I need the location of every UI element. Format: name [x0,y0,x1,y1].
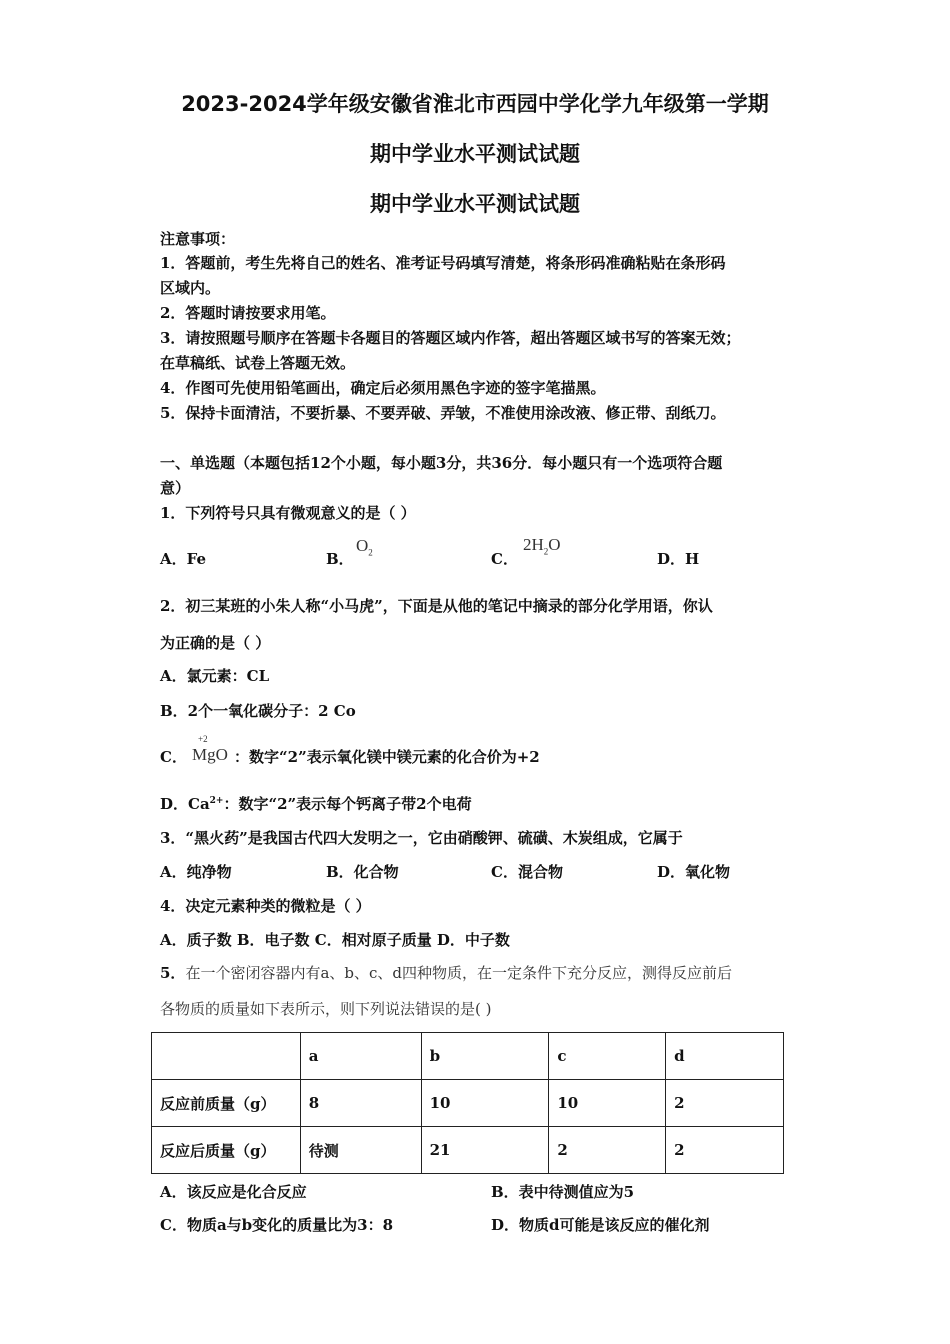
section-heading-b: 意） [160,479,191,497]
q3-stem: 3．“黑火药”是我国古代四大发明之一，它由硝酸钾、硫磺、木炭组成，它属于 [160,829,683,847]
notice-item-3b: 在草稿纸、试卷上答题无效。 [160,354,356,372]
notice-item-1a: 1．答题前，考生先将自己的姓名、准考证号码填写清楚，将条形码准确粘贴在条形码 [160,254,726,272]
q3-option-b: B．化合物 [326,863,399,881]
table-cell: 反应前质量（g） [152,1080,301,1127]
notice-heading: 注意事项： [160,230,236,248]
q2-option-c-text: ：数字“2”表示氧化镁中镁元素的化合价为+2 [234,748,540,766]
q3-option-a: A．纯净物 [160,863,232,881]
table-row [152,1080,784,1127]
q2-option-a: A．氯元素：CL [160,667,270,685]
table-cell: 反应后质量（g） [152,1127,301,1174]
table-cell: 8 [300,1080,421,1127]
q5-stem-a: 5．在一个密闭容器内有a、b、c、d四种物质，在一定条件下充分反应，测得反应前后 [160,964,732,982]
q1-option-b-label: B． [326,550,354,568]
table-cell: 2 [666,1127,784,1174]
table-cell: 待测 [300,1127,421,1174]
q5-option-d: D．物质d可能是该反应的催化剂 [491,1216,710,1234]
table-header-row [152,1033,784,1080]
q1-option-c-formula: $2H_2O$ [523,535,561,557]
table-cell: c [549,1033,666,1080]
q1-option-d: D．H [657,550,700,568]
page-title-line-1: 2023-2024学年级安徽省淮北市西园中学化学九年级第一学期 [181,92,769,116]
q1-option-c-label: C． [491,550,518,568]
q2-option-b: B．2个一氧化碳分子：2 Co [160,702,356,720]
notice-item-1b: 区域内。 [160,279,221,297]
notice-item-4: 4．作图可先使用铅笔画出，确定后必须用黑色字迹的签字笔描黑。 [160,379,606,397]
q4-stem: 4．决定元素种类的微粒是（ ） [160,897,371,915]
table-cell: 21 [421,1127,549,1174]
table-row [152,1127,784,1174]
q2-stem-a: 2．初三某班的小朱人称“小马虎”，下面是从他的笔记中摘录的部分化学用语，你认 [160,597,713,615]
q2-option-d: D．$Ca^{2+}$：数字“2”表示每个钙离子带2个电荷 [160,795,472,813]
q5-option-b: B．表中待测值应为5 [491,1183,635,1201]
q1-stem: 1．下列符号只具有微观意义的是（ ） [160,504,416,522]
q3-option-d: D．氧化物 [657,863,731,881]
q1-option-b-formula: $O_2$ [356,536,373,558]
table-cell: 10 [421,1080,549,1127]
page-title-line-2: 期中学业水平测试试题 [370,142,580,166]
q2-stem-b: 为正确的是（ ） [160,634,271,652]
notice-item-2: 2．答题时请按要求用笔。 [160,304,336,322]
page-title-line-3: 期中学业水平测试试题 [370,192,580,216]
q5-option-a: A．该反应是化合反应 [160,1183,307,1201]
q2-option-c-valence: +2 [198,734,208,744]
table-cell: 2 [666,1080,784,1127]
table-cell: 10 [549,1080,666,1127]
notice-item-3a: 3．请按照题号顺序在答题卡各题目的答题区域内作答，超出答题区域书写的答案无效； [160,329,741,347]
q2-option-c-label: C． [160,748,187,766]
table-cell [152,1033,301,1080]
q5-stem-b: 各物质的质量如下表所示，则下列说法错误的是( ) [160,1000,492,1018]
table-cell: a [300,1033,421,1080]
q2-option-c-formula: MgO [192,745,228,764]
q5-data-table [151,1032,784,1174]
table-cell: b [421,1033,549,1080]
section-heading-a: 一、单选题（本题包括12个小题，每小题3分，共36分．每小题只有一个选项符合题 [160,454,723,472]
table-cell: d [666,1033,784,1080]
q3-option-c: C．混合物 [491,863,563,881]
table-cell: 2 [549,1127,666,1174]
q1-option-a: A．Fe [160,550,207,568]
q4-options: A．质子数 B．电子数 C．相对原子质量 D．中子数 [160,931,510,949]
notice-item-5: 5．保持卡面清洁，不要折暴、不要弄破、弄皱，不准使用涂改液、修正带、刮纸刀。 [160,404,726,422]
q5-option-c: C．物质a与b变化的质量比为3：8 [160,1216,394,1234]
